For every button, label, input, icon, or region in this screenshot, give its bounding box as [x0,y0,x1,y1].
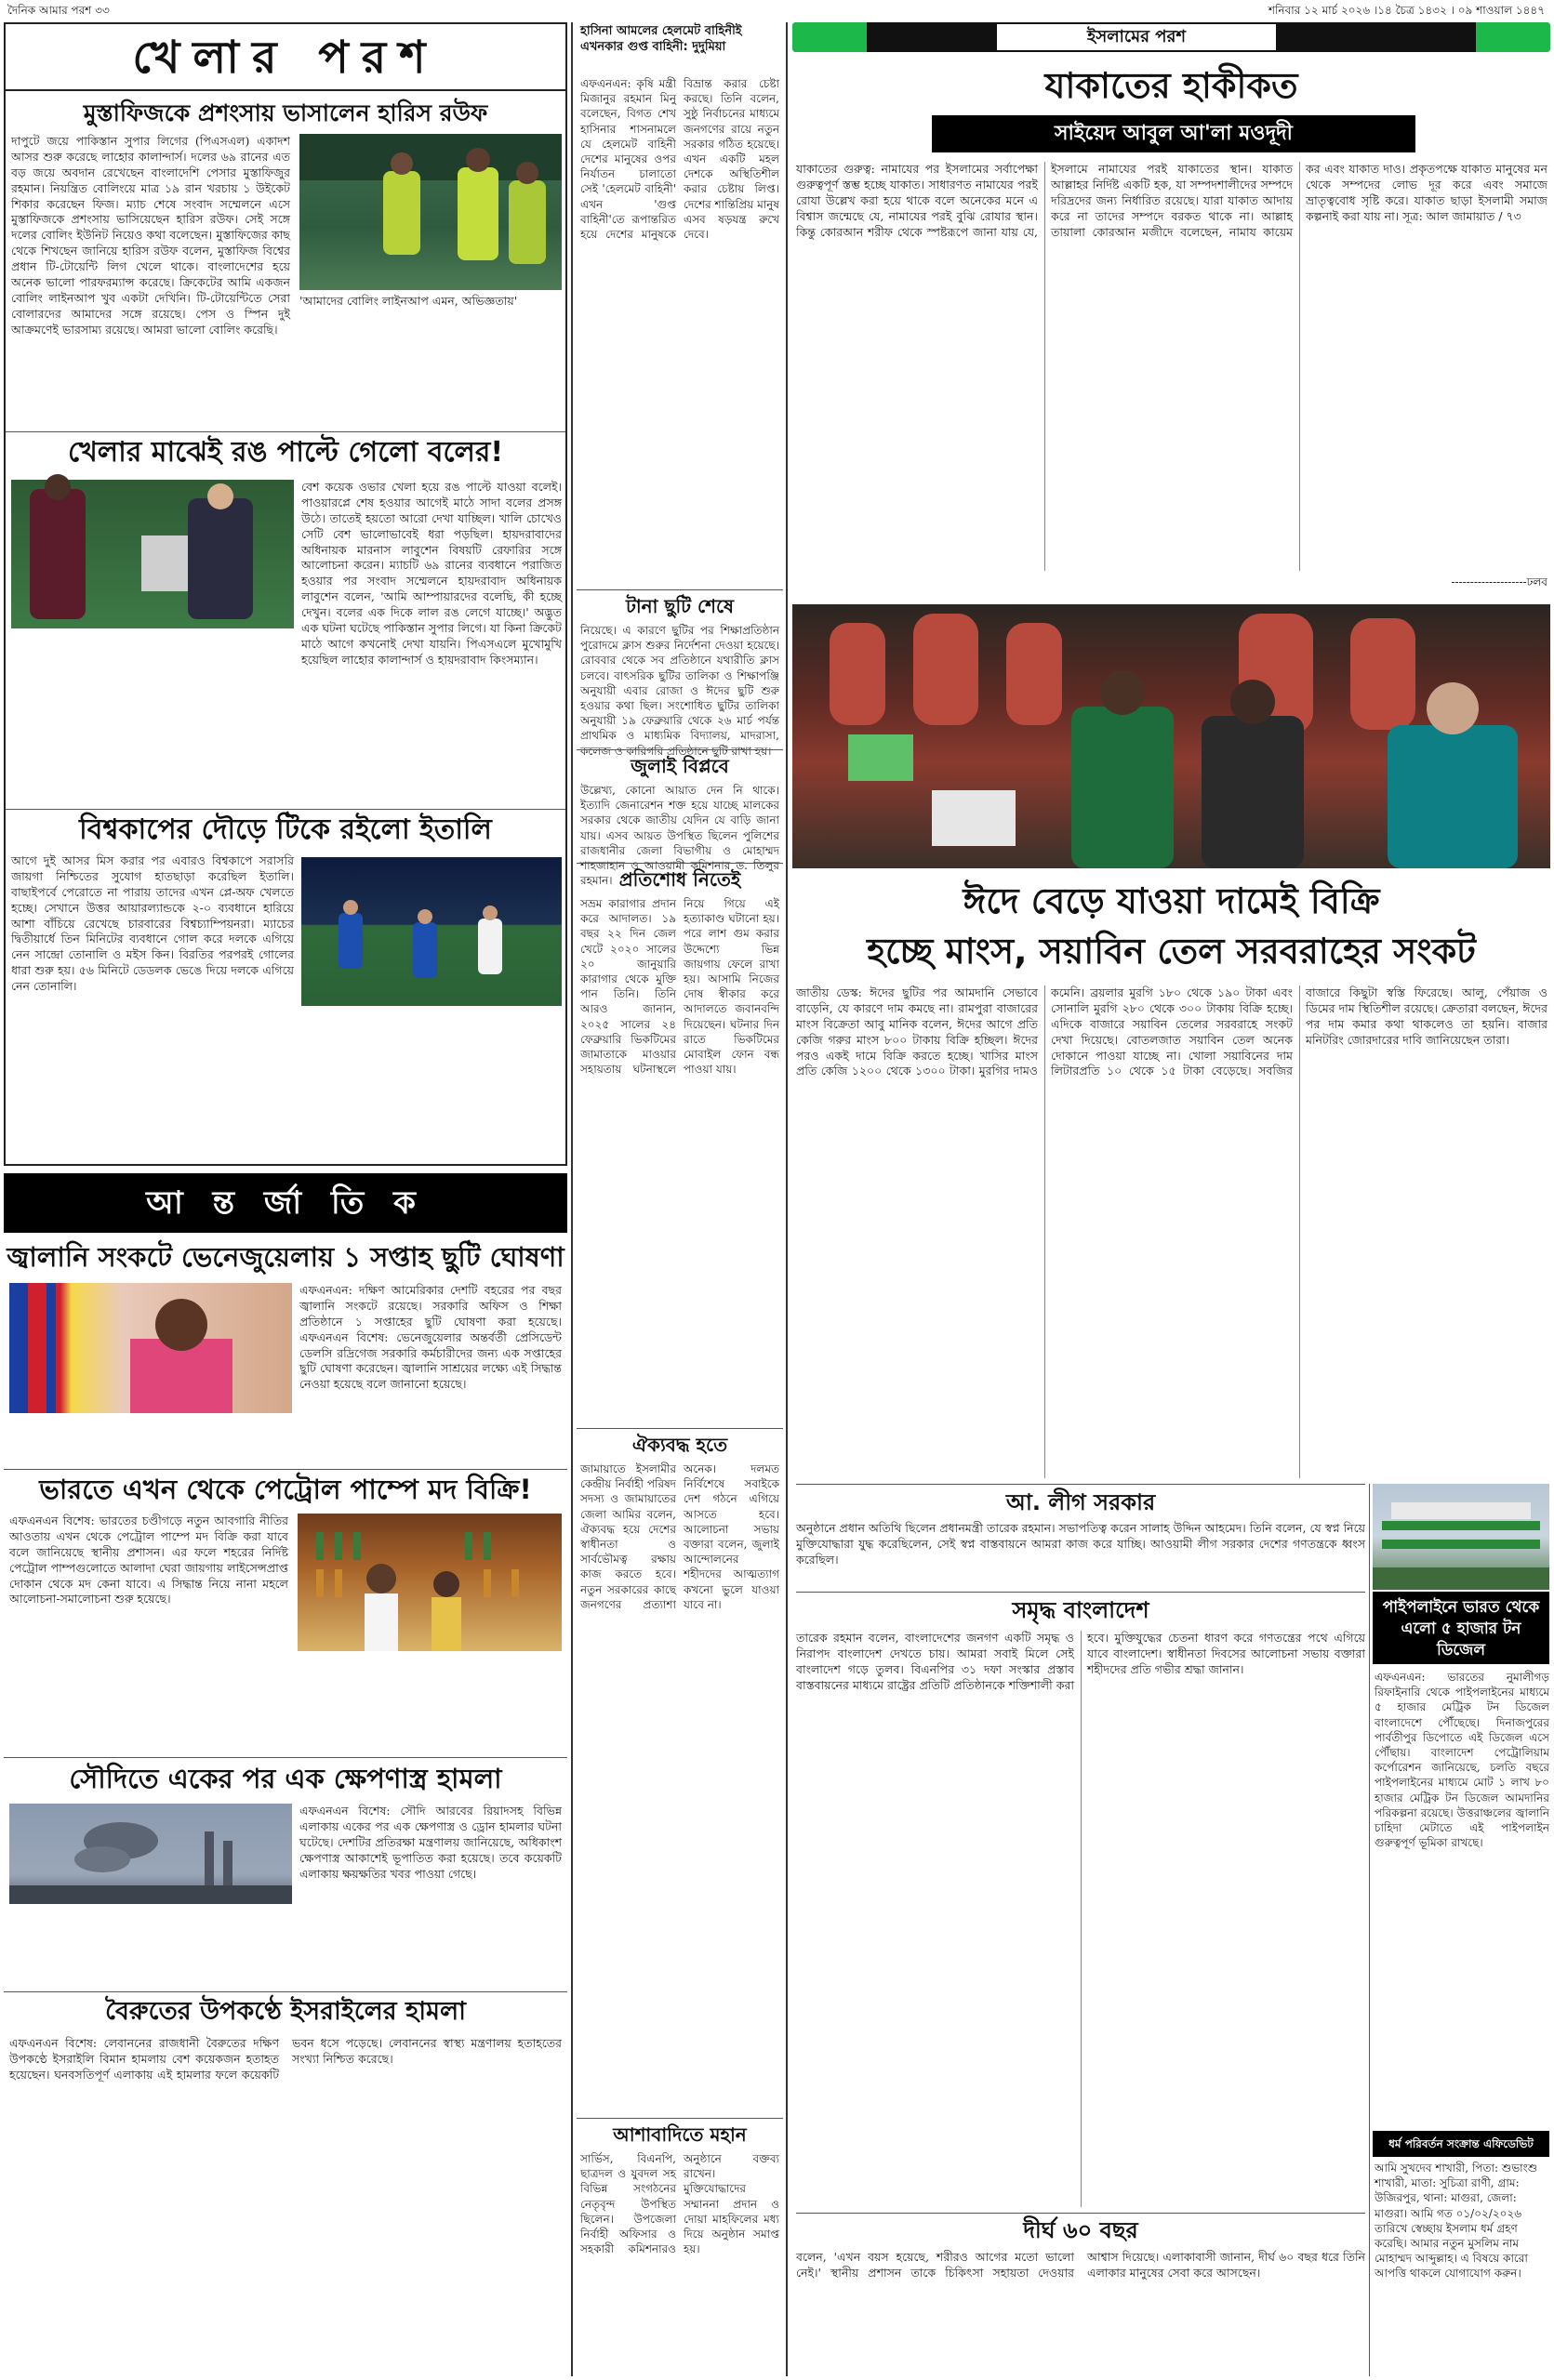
politics-body: অনুষ্ঠানে প্রধান অতিথি ছিলেন প্রধানমন্ত্রী তারেক রহমান। সভাপতিত্ব করেন সালাহ উদ্দিন আহমেদ। তিনি বলেন, যে স্বপ্ন নিয়ে মুক্তিযোদ্ধারা যুদ্ধ করেছিলেন, সেই স্বপ্ন বাস্তবায়নে আমরা কাজ করে যাচ্ছি। আওয়ামী লীগ সরকার দেশের গণতন্ত্রকে ধ্বংস করেছিল। [796,1521,1365,1567]
article-body: সার্ভিস, বিএনপি, ছাত্রদল ও যুবদল সহ বিভিন্ন সংগঠনের নেতৃবৃন্দ উপস্থিত ছিলেন। উপজেলা নির্বাহী অফিসার ও সহকারী কমিশনারও অনুষ্ঠানে বক্তব্য রাখেন। মুক্তিযোদ্ধাদের সম্মাননা প্রদান ও দোয়া মাহফিলের মধ্য দিয়ে অনুষ্ঠান সমাপ্ত হয়। [580,2152,779,2256]
headline: মুস্তাফিজকে প্রশংসায় ভাসালেন হারিস রউফ [83,99,488,126]
missile-attack-photo [9,1804,292,1904]
headline: ঐক্যবদ্ধ হতে [577,1428,783,1460]
international-band [4,1173,567,1233]
headline: খেলার মাঝেই রঙ পাল্টে গেলো বলের! [6,431,565,472]
pipeline-photo [1373,1484,1549,1590]
article-continued [11,634,294,803]
article-body: এফএনএন বিশেষ: ভারতের চণ্ডীগড়ে নতুন আবগারি নীতির আওতায় এখন থেকে পেট্রোল পাম্পে মদ বিক্রি করা যাবে বলে জানিয়েছে স্থানীয় প্রশাসন। এর ফলে শহরের নির্দিষ্ট পেট্রোল পাম্পগুলোতে আলাদা ঘেরা জায়গায় লাইসেন্সপ্রাপ্ত দোকান থেকে মদ কেনা যাবে। এ সিদ্ধান্ত নিয়ে নানা মহলে আলোচনা-সমালোচনা শুরু হয়েছে। [9,1514,288,1606]
headline: জুলাই বিপ্লবে [577,749,783,781]
market-body: জাতীয় ডেস্ক: ঈদের ছুটির পর আমদানি সেভাবে বাড়েনি, যে কারণে দাম কমছে না। রামপুরা বাজারের মাংস বিক্রেতা আবু মানিক বলেন, ঈদের আগে প্রতি কেজি গরুর মাংস ৮০০ টাকায় বিক্রি হচ্ছিল। ঈদের পরও একই দামে বিক্রি করতে হচ্ছে। খাসির মাংস প্রতি কেজি ১২০০ থেকে ১৩০০ টাকা। মুরগির দামও কমেনি। ব্রয়লার মুরগি ১৮০ থেকে ১৯০ টাকা এবং সোনালি মুরগি ২৮০ থেকে ৩০০ টাকায় বিক্রি হচ্ছে। এদিকে বাজারে সয়াবিন তেলের সরবরাহে সংকট দেখা দিয়েছে। বোতলজাত সয়াবিন তেল অনেক দোকানে পাওয়া যাচ্ছে না। খোলা সয়াবিনের দাম লিটারপ্রতি ১০ থেকে ১৫ টাকা বেড়েছে। সবজির বাজারে কিছুটা স্বস্তি ফিরেছে। আলু, পেঁয়াজ ও ডিমের দাম স্থিতিশীল রয়েছে। ক্রেতারা বলছেন, ঈদের পর দাম কমার কথা থাকলেও তা হয়নি। বাজার মনিটরিং জোরদারের দাবি জানিয়েছেন তারা। [796,985,1547,1078]
right-sidebar-rule [1369,1484,1370,2376]
article-body: নিয়েছে। এ কারণে ছুটির পর শিক্ষাপ্রতিষ্ঠান পুরোদমে ক্লাস শুরুর নির্দেশনা দেওয়া হয়েছে। রোববার থেকে সব প্রতিষ্ঠানে যথারীতি ক্লাস চলবে। বাৎসরিক ছুটির তালিকা ও শিক্ষাপঞ্জি অনুযায়ী এবার রোজা ও ঈদের ছুটি শুরু হওয়ার কথা ছিল। সংশোধিত ছুটির তালিকা অনুযায়ী ১৯ ফেব্রুয়ারি থেকে ২৬ মার্চ পর্যন্ত প্রাথমিক ও মাধ্যমিক বিদ্যালয়, মাদরাসা, কলেজ ও কারিগরি প্রতিষ্ঠানে ছুটি রাখা হয়। [580,624,779,758]
international-section-title: আ ন্ত র্জা তি ক [146,1184,425,1222]
islam-section-banner [792,22,1550,52]
headline: বৈরুতের উপকণ্ঠে ইসরাইলের হামলা [4,1991,567,2030]
islam-headline: যাকাতের হাকীকত [1044,65,1298,106]
masthead-left: দৈনিক আমার পরশ ৩৩ [7,4,110,17]
islam-author: সাইয়েদ আবুল আ'লা মওদূদী [932,115,1415,152]
article-body: এফএনএন: কৃষি মন্ত্রী মিজানুর রহমান মিনু বলেছেন, বিগত শেখ হাসিনার শাসনামলে যে হেলমেট বাহিনী দেশের মানুষের ওপর নির্যাতন চালাতো সেই 'হেলমেট বাহিনী' এখন 'গুপ্ত বাহিনী'তে রূপান্তরিত হয়ে দেশের মানুষকে বিভ্রান্ত করার চেষ্টা করছে। তিনি বলেন, সুষ্ঠু নির্বাচনের মাধ্যমে জনগণের রায়ে নতুন সরকার গঠিত হয়েছে। এখন একটি মহল দেশকে অস্থিতিশীল করার চেষ্টায় লিপ্ত। দেশের শান্তিপ্রিয় মানুষ এসব ষড়যন্ত্র রুখে দেবে। [580,77,779,241]
market-headline-line2: হচ্ছে মাংস, সয়াবিন তেল সরবরাহের সংকট [867,931,1476,972]
affidavit-body: আমি সুখদেব শাখারী, পিতা: শুভাংশু শাখারী, মাতা: সুচিত্রা রাণী, গ্রাম: উজিরপুর, থানা: মাগুরা, জেলা: মাগুরা। আমি গত ০১/০২/২০২৬ তারিখে স্বেচ্ছায় ইসলাম ধর্ম গ্রহণ করেছি। আমার নতুন মুসলিম নাম মোহাম্মদ আব্দুল্লাহ। এ বিষয়ে কারো আপত্তি থাকলে যোগাযোগ করুন। [1375,2162,1538,2281]
international-section [4,1236,567,2376]
masthead [0,0,1554,20]
meat-market-photo [792,604,1550,868]
cricket-ball-photo [11,480,294,628]
headline: টানা ছুটি শেষে [577,589,783,621]
islam-section-title: ইসলামের পরশ [997,24,1276,50]
headline: প্রতিশোধ নিতেই [577,863,783,894]
headline: ভারতে এখন থেকে পেট্রোল পাম্পে মদ বিক্রি! [4,1469,567,1508]
politics-subheadline-2: দীর্ঘ ৬০ বছর [796,2213,1365,2246]
article-continued [301,1010,562,1160]
sports-section [4,22,567,1166]
article-body: এফএনএন: দক্ষিণ আমেরিকার দেশটি বহরের পর বছর জ্বালানি সংকটে রয়েছে। সরকারি অফিস ও শিক্ষা প্রতিষ্ঠানে ১ সপ্তাহের ছুটি ঘোষণা করা হয়েছে। এফএনএন বিশেষ: ভেনেজুয়েলার অন্তর্বর্তী প্রেসিডেন্ট ডেলসি রদ্রিগেজ সরকারি কর্মচারীদের জন্য এক সপ্তাহের ছুটি ঘোষণা করেছেন। জ্বালানি সাশ্রয়ের লক্ষ্যে এই সিদ্ধান্ত নেওয়া হয়েছে বলে জানানো হয়েছে। [299,1283,562,1392]
islam-body: যাকাতের গুরুত্ব: নামাযের পর ইসলামের সর্বাপেক্ষা গুরুত্বপূর্ণ স্তম্ভ হচ্ছে যাকাত। সাধারণত নামাযের পরই রোযা উল্লেখ করা হয়ে থাকে বলে অনেকের মনে এ বিশ্বাস জন্মেছে যে, নামাযের পরই বুঝি রোযার স্থান। কিন্তু কোরআন শরীফ থেকে স্পষ্টরূপে জানা যায় যে, ইসলামে নামাযের পরই যাকাতের স্থান। যাকাত আল্লাহর নির্দিষ্ট একটি হক, যা সম্পদশালীদের সম্পদে দরিদ্রদের জন্য নির্ধারিত রয়েছে। যারা যাকাত আদায় করে না তাদের সম্পদে বরকত থাকে না। আল্লাহ তায়ালা কোরআন মজীদে বলেছেন, নামায কায়েম কর এবং যাকাত দাও। প্রকৃতপক্ষে যাকাত মানুষের মন থেকে সম্পদের লোভ দূর করে এবং সমাজে ভ্রাতৃত্ববোধ সৃষ্টি করে। যাকাত ছাড়া ইসলামী সমাজ কল্পনাই করা যায় না। সূত্র: আল জামায়াত / ৭৩ [796,162,1547,239]
politics-subheadline: সমৃদ্ধ বাংলাদেশ [796,1592,1365,1627]
column-rule-left [571,22,573,2376]
sports-section-title: খেলার পরশ [6,24,565,91]
politics-subbody-2: বলেন, 'এখন বয়স হয়েছে, শরীরও আগের মতো ভালো নেই।' স্থানীয় প্রশাসন তাকে চিকিৎসা সহায়তা দেওয়ার আশ্বাস দিয়েছে। এলাকাবাসী জানান, দীর্ঘ ৬০ বছর ধরে তিনি এলাকার মানুষের সেবা করে আসছেন। [796,2250,1365,2280]
article-continued [298,1655,562,1755]
article-continued: 'আমাদের বোলিং লাইনআপ এমন, অভিজ্ঞতায়' [299,294,518,308]
column-rule-middle [786,22,788,2376]
cricket-photo [299,134,562,290]
pipeline-headline: পাইপলাইনে ভারত থেকে এলো ৫ হাজার টন ডিজেল [1373,1592,1549,1664]
islam-footer: --------------------ঢলব [1451,575,1547,588]
article-body: উল্লেখ্য, কোনো আয়াত দেন নি থাকে। ইত্যাদি জেনারেশন শক্ত হয়ে যাচ্ছে মালকের সরকার থেকে জাতীয় যেদিন যে বাড়ি জানা যায়। এসব আয়ত উপস্থিত ছিলেন পুলিশের রাজধানীর জেলা বিভাগীয় ও মোহাম্মদ শাহজাহান ও আওয়ামী কমিশনার ড. তিলুর রহমান। [580,784,779,888]
headline: জ্বালানি সংকটে ভেনেজুয়েলায় ১ সপ্তাহ ছুটি ঘোষণা [7,1241,564,1273]
middle-column [577,22,783,2376]
headline: হাসিনা আমলের হেলমেট বাহিনীই এখনকার গুপ্ত বাহিনী: দুদুমিয়া [580,24,742,54]
article-body: আগে দুই আসর মিস করার পর এবারও বিশ্বকাপে সরাসরি জায়গা নিশ্চিতের সুযোগ হাতছাড়া করেছিল ইতালি। বাছাইপর্বে পেরোতে না পারায় তাদের এখন প্লে-অফ খেলতে হচ্ছে। সেখানে উত্তর আয়ারল্যান্ডকে ২-০ ব্যবধানে হারিয়ে আশা বাঁচিয়ে রেখেছে চারবারের বিশ্বচ্যাম্পিয়নরা। ম্যাচের দ্বিতীয়ার্ধে তিন মিনিটের ব্যবধানে গোল করে দলকে এগিয়ে নেন সান্দ্রো তোনালি ও মইস কিন। বিরতির পরপরই গোলের ধারা শুরু হয়। ৫৬ মিনিটে ডেডলক ভেঙে দিয়ে দলকে এগিয়ে নেন তোনালি। [11,853,294,993]
affidavit-title: ধর্ম পরিবর্তন সংক্রান্ত এফিডেভিট [1373,2131,1549,2157]
article-continued [9,1417,292,1465]
masthead-date: শনিবার ১২ মার্চ ২০২৬ ।১৪ চৈত্র ১৪৩২ । ০৯ শাওয়াল ১৪৪৭ [1268,4,1545,17]
article-continued [9,2120,562,2157]
article-body: এফএনএন বিশেষ: লেবাননের রাজধানী বৈরুতের দক্ষিণ উপকণ্ঠে ইসরাইলি বিমান হামলায় বেশ কয়েকজন হতাহত হয়েছেন। ঘনবসতিপূর্ণ এলাকায় এই হামলার ফলে কয়েকটি ভবন ধসে পড়েছে। লেবাননের স্বাস্থ্য মন্ত্রণালয় হতাহতের সংখ্যা নিশ্চিত করেছে। [9,2036,562,2082]
liquor-shop-photo [298,1514,562,1651]
venezuela-photo [9,1283,292,1413]
pipeline-body: এফএনএন: ভারতের নুমালীগড় রিফাইনারি থেকে পাইপলাইনের মাধ্যমে ৫ হাজার মেট্রিক টন ডিজেল বাংলাদেশে পৌঁছেছে। দিনাজপুরের পার্বতীপুর ডিপোতে এই ডিজেল এসে পৌঁছায়। বাংলাদেশ পেট্রোলিয়াম কর্পোরেশন জানিয়েছে, চলতি বছরে পাইপলাইনের মাধ্যমে মোট ১ লাখ ৮০ হাজার মেট্রিক টন ডিজেল আমদানির পরিকল্পনা রয়েছে। উত্তরাঞ্চলের জ্বালানি চাহিদা মেটাতে এই পাইপলাইন গুরুত্বপূর্ণ ভূমিকা রাখছে। [1375,1671,1549,1850]
islam-section [792,22,1550,599]
football-photo [301,857,562,1006]
article-body: সভ্রম কারাগার প্রদান করে আদালত। ১৯ বছর ২২ দিন জেল খেটে ২০২০ সালের ২০ জানুয়ারি কারাগার থেকে মুক্তি পান তিনি। তিনি আরও জানান, ২০২৫ সালের ২৪ ফেব্রুয়ারি ভিকটিমের জামাতাকে মাওয়ার সহায়তায় ঘটনাস্থলে নিয়ে গিয়ে এই হত্যাকাণ্ড ঘটানো হয়। পরে লাশ গুম করার উদ্দেশ্যে ভিন্ন জায়গায় ফেলে রাখা হয়। আসামি নিজের দোষ স্বীকার করে আদালতে জবানবন্দি দিয়েছেন। ঘটনার দিন রাতে ভিকটিমের মোবাইল ফোন বন্ধ পাওয়া যায়। [580,897,779,1077]
article-body: এফএনএন বিশেষ: সৌদি আরবের রিয়াদসহ বিভিন্ন এলাকায় একের পর এক ক্ষেপণাস্ত্র ও ড্রোন হামলার ঘটনা ঘটেছে। দেশটির প্রতিরক্ষা মন্ত্রণালয় জানিয়েছে, অধিকাংশ ক্ষেপণাস্ত্র আকাশেই ভূপাতিত করা হয়েছে। তবে কয়েকটি এলাকায় ক্ষয়ক্ষতির খবর পাওয়া গেছে। [299,1804,562,1881]
politics-headline: আ. লীগ সরকার [796,1484,1365,1519]
headline: বিশ্বকাপের দৌড়ে টিকে রইলো ইতালি [6,809,565,850]
politics-subbody: তারেক রহমান বলেন, বাংলাদেশের জনগণ একটি সমৃদ্ধ ও নিরাপদ বাংলাদেশ দেখতে চায়। আমরা সবাই মিলে সেই বাংলাদেশ গড়ে তুলব। বিএনপির ৩১ দফা সংস্কার প্রস্তাব বাস্তবায়নের মাধ্যমে রাষ্ট্রের প্রতিটি প্রতিষ্ঠানকে শক্তিশালী করা হবে। মুক্তিযুদ্ধের চেতনা ধারণ করে গণতন্ত্রের পথে এগিয়ে যাবে বাংলাদেশ। স্বাধীনতা দিবসের আলোচনা সভায় বক্তারা শহীদদের প্রতি গভীর শ্রদ্ধা জানান। [796,1631,1365,1692]
market-headline-line1: ঈদে বেড়ে যাওয়া দামেই বিক্রি [963,880,1380,921]
article-body: বেশ কয়েক ওভার খেলা হয়ে রঙ পাল্টে যাওয়া বলেই। পাওয়ারপ্লে শেষ হওয়ার আগেই মাঠে সাদা বলের প্রসঙ্গ উঠে। তাতেই হয়তো আরো দেখা যাচ্ছিল। খালি চোখেও সেটি বেশ ভালোভাবেই ধরা পড়ছিল। হায়দরাবাদের অধিনায়ক মারনাস লাবুশেন বিষয়টি রেফারির সঙ্গে আলোচনা করেন। ম্যাচটি ৬৯ রানের ব্যবধানে পরাজিত হওয়ার পর সংবাদ সম্মেলনে হায়দরাবাদ অধিনায়ক লাবুশেন বলেন, 'আমি আম্পায়ারদের বলেছি, কী হচ্ছে দেখুন। বলের এক দিকে লাল রঙ লেগে যাচ্ছে।' অদ্ভুত এক ঘটনা ঘটেছে পাকিস্তান সুপার লিগে। যা কিনা ক্রিকেট মাঠে আগে কখনোই দেখা যায়নি। পিএসএলে মুখোমুখি হয়েছিল লাহোর কালান্দার্স ও হায়দরাবাদ কিংসম্যান। [301,480,562,667]
article-continued [9,1908,292,1982]
article-body: দাপুটে জয়ে পাকিস্তান সুপার লিগের (পিএসএল) একাদশ আসর শুরু করেছে লাহোর কালান্দার্স। দলের ৬৯ রানের এত বড় জয়ে অবদান রেখেছেন বাংলাদেশি পেসার মুস্তাফিজুর রহমান। নিয়ন্ত্রিত বোলিংয়ে মাত্র ১৯ রান খরচায় ১ উইকেট শিকার করেছেন ফিজ। ম্যাচ শেষে সংবাদ সম্মেলনে এসে মুস্তাফিজকে প্রশংসায় ভাসিয়েছেন হারিস রউফ। সেই সঙ্গে দলের বোলিং ইউনিট নিয়েও কথা বলেছেন। মুস্তাফিজের কাছ থেকে শিখছেন জানিয়ে হারিস রউফ বলেন, মুস্তাফিজ বিশ্বের প্রধান টি-টোয়েন্টি লিগ খেলে থাকে। বাংলাদেশের হয়ে অনেক ভালো পারফরম্যান্স করেছে। ক্রিকেটের আমি একজন বোলিং লাইনআপ খুব একটা দেখিনি। টি-টোয়েন্টিতে সেরা বোলারদের আমাদের সঙ্গে রয়েছে। পেস ও স্পিন দুই আক্রমণেই ভারসাম্য রয়েছে। আমরা ভালো বোলিং করেছি। [11,134,290,337]
headline: সৌদিতে একের পর এক ক্ষেপণাস্ত্র হামলা [4,1757,567,1798]
headline: আশাবাদিতে মহান [577,2118,783,2149]
article-body: জামায়াতে ইসলামীর কেন্দ্রীয় নির্বাহী পরিষদ সদস্য ও জামায়াতের জেলা আমির বলেন, ঐক্যবদ্ধ হয়ে দেশের স্বাধীনতা ও সার্বভৌমত্ব রক্ষায় কাজ করতে হবে। নতুন সরকারের কাছে জনগণের প্রত্যাশা অনেক। দলমত নির্বিশেষে সবাইকে দেশ গঠনে এগিয়ে আসতে হবে। আলোচনা সভায় বক্তারা বলেন, জুলাই আন্দোলনের শহীদদের আত্মত্যাগ কখনো ভুলে যাওয়া যাবে না। [580,1462,779,1611]
